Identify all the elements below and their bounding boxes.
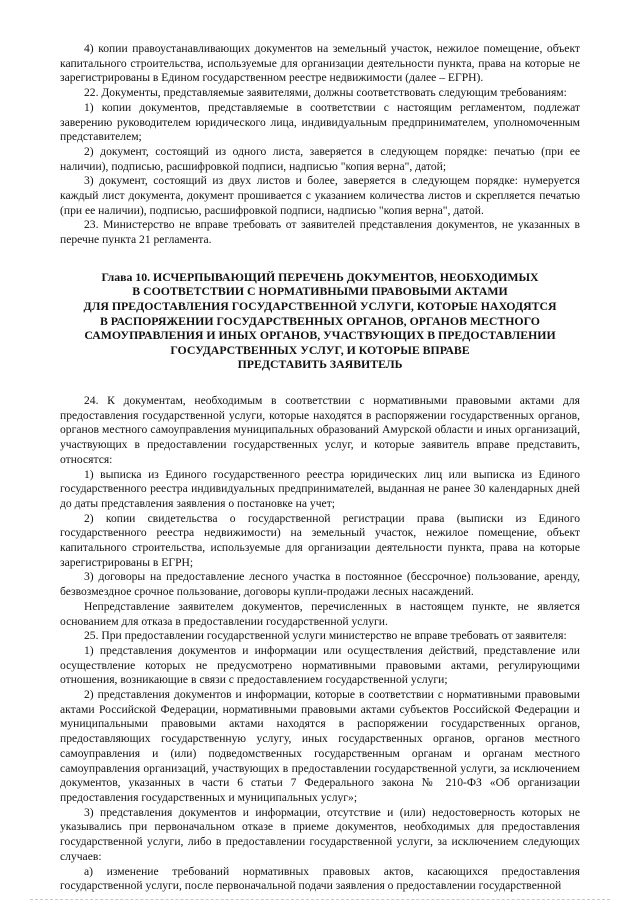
chapter-title-line: САМОУПРАВЛЕНИЯ И ИНЫХ ОРГАНОВ, УЧАСТВУЮЩИХ В ПРЕДОСТАВЛЕНИИ [84, 328, 556, 343]
chapter-title-line: В СООТВЕТСТВИИ С НОРМАТИВНЫМИ ПРАВОВЫМИ АКТАМИ [132, 284, 508, 299]
paragraph-24-item-1: 1) выписка из Единого государственного реестра юридических лиц или выписка из Единого государственного реестра индивидуальных предпринимателей, выданная не ранее 30 календарных дней до даты представления заявления о постановке на учет; [60, 467, 580, 510]
paragraph-25-item-1: 1) представления документов и информации или осуществления действий, представление или осуществление которых не предусмотрено нормативными правовыми актами, регулирующими отношения, возникающие в связи с предоставлением государственной услуги; [60, 643, 580, 687]
paragraph-24-item-3: 3) договоры на предоставление лесного участка в постоянное (бессрочное) пользование, аренду, безвозмездное срочное пользование, договоры купли-продажи лесных насаждений. [60, 570, 580, 599]
paragraph-item-4: 4) копии правоустанавливающих документов на земельный участок, нежилое помещение, объект капитального строительства, используемые для организации деятельности пункта, права на которые не зарегистрированы в Едином государственном реестре недвижимости (далее – ЕГРН). [60, 42, 580, 85]
paragraph-22: 22. Документы, представляемые заявителями, должны соответствовать следующим требованиям: [84, 86, 567, 100]
paragraph-23: 23. Министерство не вправе требовать от заявителей представления документов, не указанных в перечне пункта 21 регламента. [60, 218, 580, 247]
chapter-title-line: Глава 10. ИСЧЕРПЫВАЮЩИЙ ПЕРЕЧЕНЬ ДОКУМЕНТОВ, НЕОБХОДИМЫХ [101, 269, 539, 284]
chapter-title-line: ГОСУДАРСТВЕННЫХ УСЛУГ, И КОТОРЫЕ ВПРАВЕ [170, 342, 470, 357]
paragraph-24-note: Непредставление заявителем документов, перечисленных в настоящем пункте, не является основанием для отказа в предоставлении государственной услуги. [60, 599, 580, 628]
paragraph-25-item-3a: а) изменение требований нормативных правовых актов, касающихся предоставления государственной услуги, после первоначальной подачи заявления о предоставлении государственной [60, 864, 580, 893]
paragraph-22-item-2: 2) документ, состоящий из одного листа, заверяется в следующем порядке: печатью (при ее наличии), подписью, расшифровкой подписи, надписью "копия верна", датой; [60, 144, 580, 173]
paragraph-22-item-1: 1) копии документов, представляемые в соответствии с настоящим регламентом, подлежат заверению руководителем юридического лица, индивидуальным предпринимателем, уполномоченным представителем; [60, 100, 580, 144]
paragraph-25-item-2: 2) представления документов и информации, которые в соответствии с нормативными правовыми актами Российской Федерации, нормативными правовыми актами субъектов Российской Федерации и муниципальными правовыми актами находятся в распоряжении государственных органов, предоставляющих государственную услугу, иных государственных органов, органов местного самоуправления и (или) подведомственных государственным органам и органам местного самоуправления организаций, участвующих в предоставлении государственной услуги, за исключением документов, указанных в части 6 статьи 7 Федерального закона № 210-ФЗ «Об организации предоставления государственных и муниципальных услуг»; [60, 688, 580, 804]
chapter-title-line: В РАСПОРЯЖЕНИИ ГОСУДАРСТВЕННЫХ ОРГАНОВ, ОРГАНОВ МЕСТНОГО [99, 313, 540, 328]
paragraph-24: 24. К документам, необходимым в соответствии с нормативными правовыми актами для предоставления государственной услуги, которые находятся в распоряжении государственных органов, органов местного самоуправления муниципальных образований Амурской области и иных организаций, участвующих в предоставлении государственных услуг, и которые заявитель вправе представить, относятся: [60, 394, 580, 466]
chapter-title [68, 270, 572, 372]
chapter-title-line: ДЛЯ ПРЕДОСТАВЛЕНИЯ ГОСУДАРСТВЕННОЙ УСЛУГИ, КОТОРЫЕ НАХОДЯТСЯ [83, 299, 557, 314]
paragraph-25: 25. При предоставлении государственной услуги министерство не вправе требовать от заявителя: [84, 629, 567, 643]
paragraph-22-item-3: 3) документ, состоящий из двух листов и более, заверяется в следующем порядке: нумеруется каждый лист документа, документ прошивается с указанием количества листов и скрепляется печатью (при ее наличии), подписью, расшифровкой подписи, надписью "копия верна", датой. [60, 174, 580, 217]
page-bottom-edge [30, 899, 610, 901]
paragraph-25-item-3: 3) представления документов и информации, отсутствие и (или) недостоверность которых не указывались при первоначальном отказе в приеме документов, необходимых для предоставления государственной услуги, либо в предоставлении государственной услуги, за исключением следующих случаев: [60, 805, 580, 863]
paragraph-24-item-2: 2) копии свидетельства о государственной регистрации права (выписки из Единого государственного реестра недвижимости) на земельный участок, нежилое помещение, объект капитального строительства, используемые для организации деятельности пункта, права на которые зарегистрированы в ЕГРН; [60, 511, 580, 569]
document-body [60, 42, 580, 894]
chapter-title-line: ПРЕДСТАВИТЬ ЗАЯВИТЕЛЬ [237, 357, 403, 372]
